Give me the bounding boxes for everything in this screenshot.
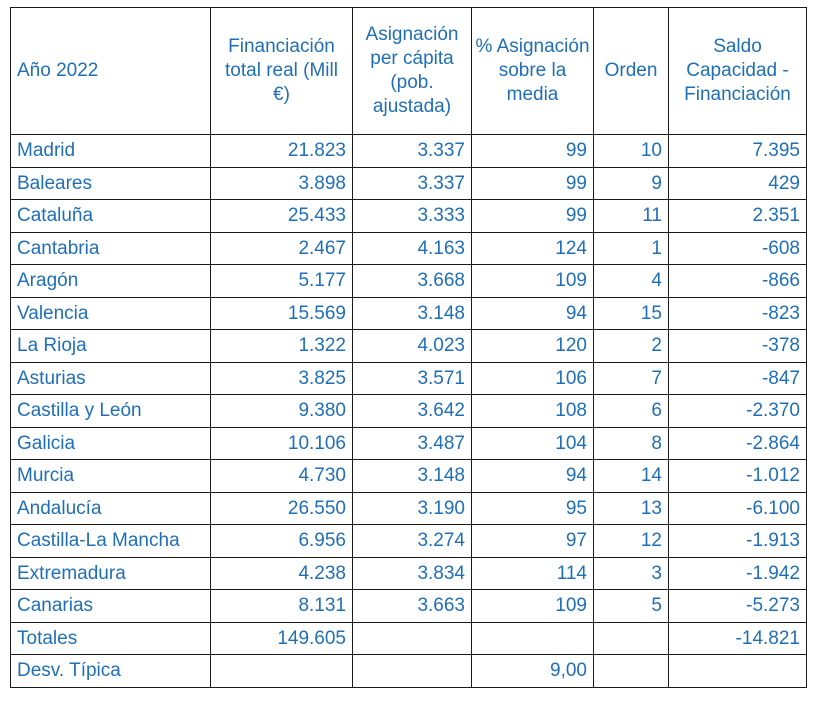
table-row	[11, 297, 807, 330]
balance-cell: 429	[669, 167, 807, 200]
per-capita-cell: 3.642	[353, 395, 472, 428]
region-cell: Valencia	[11, 297, 211, 330]
table-row	[11, 232, 807, 265]
balance-cell: -6.100	[669, 492, 807, 525]
total-financing-cell: 15.569	[211, 297, 353, 330]
percent-cell: 99	[472, 135, 594, 168]
region-cell: Extremadura	[11, 557, 211, 590]
total-financing-cell: 26.550	[211, 492, 353, 525]
percent-cell: 104	[472, 427, 594, 460]
order-cell: 9	[594, 167, 669, 200]
percent-cell: 99	[472, 200, 594, 233]
order-cell: 5	[594, 590, 669, 623]
per-capita-cell: 4.023	[353, 330, 472, 363]
table-row	[11, 590, 807, 623]
per-capita-cell	[353, 622, 472, 655]
total-financing-cell: 1.322	[211, 330, 353, 363]
order-cell: 3	[594, 557, 669, 590]
order-cell: 10	[594, 135, 669, 168]
order-cell: 2	[594, 330, 669, 363]
percent-cell: 124	[472, 232, 594, 265]
balance-cell: -2.370	[669, 395, 807, 428]
percent-cell: 94	[472, 297, 594, 330]
per-capita-cell: 3.190	[353, 492, 472, 525]
total-financing-cell: 3.825	[211, 362, 353, 395]
per-capita-cell: 3.834	[353, 557, 472, 590]
balance-cell: -608	[669, 232, 807, 265]
total-financing-cell: 4.730	[211, 460, 353, 493]
balance-cell: -1.942	[669, 557, 807, 590]
total-financing-cell	[211, 655, 353, 688]
total-financing-cell: 4.238	[211, 557, 353, 590]
per-capita-cell: 3.337	[353, 167, 472, 200]
per-capita-cell: 3.148	[353, 460, 472, 493]
order-cell	[594, 655, 669, 688]
table-row	[11, 557, 807, 590]
order-cell: 7	[594, 362, 669, 395]
table-row	[11, 330, 807, 363]
percent-cell: 109	[472, 265, 594, 298]
table-row	[11, 200, 807, 233]
balance-cell: -866	[669, 265, 807, 298]
table-row	[11, 492, 807, 525]
per-capita-cell: 3.487	[353, 427, 472, 460]
table-row	[11, 460, 807, 493]
region-cell: Totales	[11, 622, 211, 655]
table-row	[11, 135, 807, 168]
order-cell: 12	[594, 525, 669, 558]
percent-cell: 120	[472, 330, 594, 363]
total-financing-cell: 2.467	[211, 232, 353, 265]
table-row	[11, 395, 807, 428]
region-cell: La Rioja	[11, 330, 211, 363]
per-capita-cell: 3.333	[353, 200, 472, 233]
per-capita-cell: 3.668	[353, 265, 472, 298]
region-cell: Asturias	[11, 362, 211, 395]
percent-cell: 9,00	[472, 655, 594, 688]
table-row	[11, 655, 807, 688]
table-row	[11, 362, 807, 395]
header-year: Año 2022	[11, 8, 211, 135]
header-percent-of-mean: % Asignación sobre la media	[472, 8, 594, 135]
region-cell: Baleares	[11, 167, 211, 200]
order-cell: 6	[594, 395, 669, 428]
total-financing-cell: 9.380	[211, 395, 353, 428]
per-capita-cell	[353, 655, 472, 688]
header-total-financing: Financiación total real (Mill €)	[211, 8, 353, 135]
total-financing-cell: 25.433	[211, 200, 353, 233]
order-cell: 4	[594, 265, 669, 298]
region-cell: Aragón	[11, 265, 211, 298]
region-cell: Andalucía	[11, 492, 211, 525]
per-capita-cell: 4.163	[353, 232, 472, 265]
total-financing-cell: 3.898	[211, 167, 353, 200]
percent-cell: 109	[472, 590, 594, 623]
order-cell: 15	[594, 297, 669, 330]
balance-cell: 7.395	[669, 135, 807, 168]
header-order: Orden	[594, 8, 669, 135]
header-row	[11, 8, 807, 135]
balance-cell: -5.273	[669, 590, 807, 623]
percent-cell: 97	[472, 525, 594, 558]
balance-cell: -1.012	[669, 460, 807, 493]
percent-cell	[472, 622, 594, 655]
region-cell: Galicia	[11, 427, 211, 460]
order-cell: 13	[594, 492, 669, 525]
order-cell: 11	[594, 200, 669, 233]
order-cell	[594, 622, 669, 655]
region-cell: Madrid	[11, 135, 211, 168]
balance-cell: -2.864	[669, 427, 807, 460]
table-row	[11, 167, 807, 200]
balance-cell: -1.913	[669, 525, 807, 558]
balance-cell: -378	[669, 330, 807, 363]
region-cell: Desv. Típica	[11, 655, 211, 688]
region-cell: Castilla y León	[11, 395, 211, 428]
header-per-capita: Asignación per cápita (pob. ajustada)	[353, 8, 472, 135]
balance-cell: 2.351	[669, 200, 807, 233]
balance-cell: -847	[669, 362, 807, 395]
per-capita-cell: 3.663	[353, 590, 472, 623]
table-row	[11, 427, 807, 460]
percent-cell: 95	[472, 492, 594, 525]
region-cell: Canarias	[11, 590, 211, 623]
total-financing-cell: 8.131	[211, 590, 353, 623]
order-cell: 1	[594, 232, 669, 265]
balance-cell: -823	[669, 297, 807, 330]
percent-cell: 94	[472, 460, 594, 493]
total-financing-cell: 6.956	[211, 525, 353, 558]
percent-cell: 114	[472, 557, 594, 590]
percent-cell: 99	[472, 167, 594, 200]
total-financing-cell: 149.605	[211, 622, 353, 655]
region-cell: Castilla-La Mancha	[11, 525, 211, 558]
table-row	[11, 622, 807, 655]
order-cell: 14	[594, 460, 669, 493]
region-cell: Murcia	[11, 460, 211, 493]
total-financing-cell: 10.106	[211, 427, 353, 460]
header-balance: Saldo Capacidad - Financiación	[669, 8, 807, 135]
financing-table-container	[10, 7, 807, 688]
balance-cell	[669, 655, 807, 688]
region-cell: Cantabria	[11, 232, 211, 265]
total-financing-cell: 5.177	[211, 265, 353, 298]
table-row	[11, 265, 807, 298]
financing-table	[10, 7, 807, 688]
per-capita-cell: 3.274	[353, 525, 472, 558]
region-cell: Cataluña	[11, 200, 211, 233]
order-cell: 8	[594, 427, 669, 460]
per-capita-cell: 3.337	[353, 135, 472, 168]
per-capita-cell: 3.148	[353, 297, 472, 330]
total-financing-cell: 21.823	[211, 135, 353, 168]
balance-cell: -14.821	[669, 622, 807, 655]
table-row	[11, 525, 807, 558]
per-capita-cell: 3.571	[353, 362, 472, 395]
percent-cell: 108	[472, 395, 594, 428]
percent-cell: 106	[472, 362, 594, 395]
